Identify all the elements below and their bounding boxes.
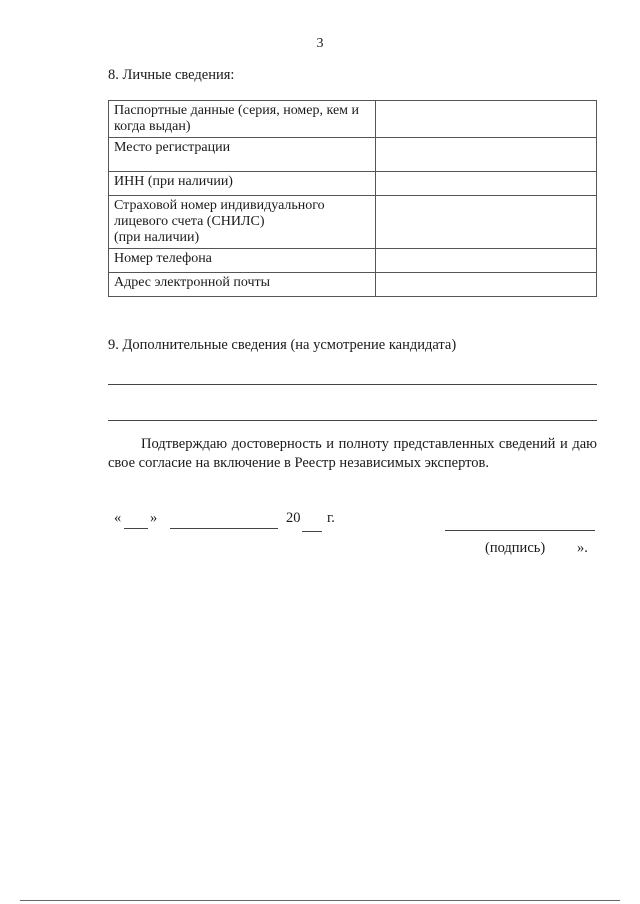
- date-quote-open: «: [114, 510, 122, 526]
- snils-label-note: (при наличии): [114, 230, 200, 245]
- inn-label: ИНН (при наличии): [109, 172, 376, 196]
- personal-data-table: [108, 100, 597, 297]
- passport-value-field[interactable]: [376, 101, 597, 138]
- phone-value-field[interactable]: [376, 249, 597, 273]
- phone-label: Номер телефона: [109, 249, 376, 273]
- email-label: Адрес электронной почты: [109, 273, 376, 297]
- registration-value-field[interactable]: [376, 138, 597, 172]
- signature-blank[interactable]: [445, 530, 595, 531]
- snils-label-cell: [109, 196, 376, 249]
- year-blank[interactable]: [302, 531, 322, 532]
- table-row: [109, 172, 597, 196]
- page-number: 3: [316, 36, 324, 51]
- additional-info-line-2[interactable]: [108, 420, 597, 421]
- year-prefix: 20: [286, 510, 301, 526]
- inn-value-field[interactable]: [376, 172, 597, 196]
- date-quote-close: »: [150, 510, 158, 526]
- section-8-heading: 8. Личные сведения:: [108, 67, 235, 83]
- passport-label: Паспортные данные (серия, номер, кем и когда выдан): [109, 101, 376, 138]
- snils-value-field[interactable]: [376, 196, 597, 249]
- table-row: [109, 273, 597, 297]
- month-blank[interactable]: [170, 528, 278, 529]
- registration-label: Место регистрации: [109, 138, 376, 172]
- day-blank[interactable]: [124, 528, 148, 529]
- confirmation-text: Подтверждаю достоверность и полноту представленных сведений и даю свое согласие на включение в Реестр независимых экспертов.: [108, 436, 597, 471]
- signature-close-quote: ».: [577, 540, 588, 556]
- signature-label: (подпись): [485, 540, 546, 556]
- page-bottom-divider: [20, 900, 620, 901]
- table-row: [109, 138, 597, 172]
- snils-label: Страховой номер индивидуального лицевого счета (СНИЛС): [114, 198, 325, 229]
- table-row: [109, 196, 597, 249]
- table-row: [109, 249, 597, 273]
- section-9-heading: 9. Дополнительные сведения (на усмотрение кандидата): [108, 337, 457, 353]
- additional-info-line-1[interactable]: [108, 384, 597, 385]
- table-row: [109, 101, 597, 138]
- year-suffix: г.: [327, 510, 335, 526]
- email-value-field[interactable]: [376, 273, 597, 297]
